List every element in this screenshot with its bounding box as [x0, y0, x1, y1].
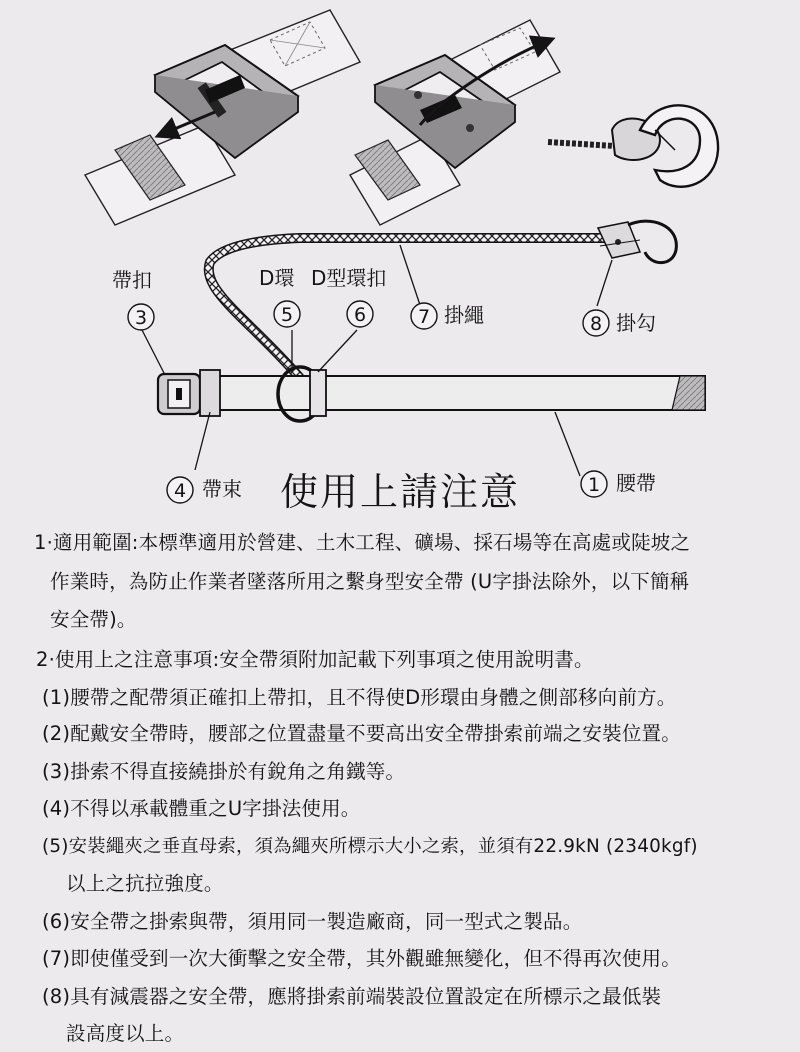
- callout-5: [274, 301, 300, 327]
- item-7: (7)即使僅受到一次大衝擊之安全帶，其外觀雖無變化，但不得再次使用。: [42, 947, 681, 970]
- notice-title: [0, 470, 800, 514]
- lanyard-rope: [209, 238, 610, 378]
- notice-title-text: 使用上請注意: [279, 470, 520, 514]
- callout-6: [347, 301, 373, 327]
- buckle-fasten-illustration: [350, 20, 560, 225]
- label-belt-loop: 帶束: [202, 477, 242, 501]
- item-3: (3)掛索不得直接繞掛於有銳角之角鐵等。: [42, 760, 406, 783]
- callout-7: [411, 303, 437, 329]
- section2-heading: 2·使用上之注意事項:安全帶須附加記載下列事項之使用說明書。: [36, 648, 594, 671]
- label-lanyard: 掛繩: [444, 303, 484, 327]
- svg-text:3: 3: [134, 307, 148, 329]
- item-8-line1: (8)具有減震器之安全帶，應將掛索前端裝設位置設定在所標示之最低裝: [42, 985, 662, 1008]
- label-buckle: 帶扣: [112, 268, 152, 292]
- item-6: (6)安全帶之掛索與帶，須用同一製造廠商，同一型式之製品。: [42, 910, 583, 933]
- label-hook: 掛勾: [616, 311, 656, 335]
- svg-text:7: 7: [417, 306, 431, 328]
- item-4: (4)不得以承載體重之U字掛法使用。: [42, 797, 361, 820]
- svg-text:4: 4: [173, 480, 187, 502]
- item-8-line2: 設高度以上。: [66, 1022, 185, 1045]
- svg-text:1: 1: [587, 474, 601, 496]
- section1-line1: 1·適用範圍:本標準適用於營建、土木工程、礦場、採石場等在高處或陡坡之: [34, 531, 691, 554]
- label-d-ring: D環: [259, 266, 295, 290]
- label-d-shaped-ring: D型環扣: [311, 266, 387, 290]
- svg-text:8: 8: [589, 313, 603, 335]
- waist-belt-illustration: [158, 367, 705, 421]
- callout-8: [583, 310, 609, 336]
- item-5-line1: (5)安裝繩夾之垂直母索，須為繩夾所標示大小之索，並須有22.9kN (2340kgf): [42, 836, 698, 857]
- item-2: (2)配戴安全帶時，腰部之位置盡量不要高出安全帶掛索前端之安裝位置。: [42, 722, 681, 745]
- hook-illustration: [598, 221, 676, 262]
- item-1: (1)腰帶之配帶須正確扣上帶扣，且不得使D形環由身體之側部移向前方。: [42, 686, 677, 709]
- label-waist-belt: 腰帶: [616, 471, 656, 495]
- callout-3: [128, 304, 154, 330]
- svg-text:6: 6: [353, 304, 367, 326]
- section1-line3: 安全帶)。: [50, 608, 137, 631]
- section1-line2: 作業時，為防止作業者墜落所用之繫身型安全帶 (U字掛法除外，以下簡稱: [50, 570, 690, 593]
- buckle-release-illustration: [85, 10, 360, 225]
- svg-text:5: 5: [280, 304, 294, 326]
- rope-hook-illustration: [548, 105, 718, 186]
- item-5-line2: 以上之抗拉強度。: [66, 872, 224, 895]
